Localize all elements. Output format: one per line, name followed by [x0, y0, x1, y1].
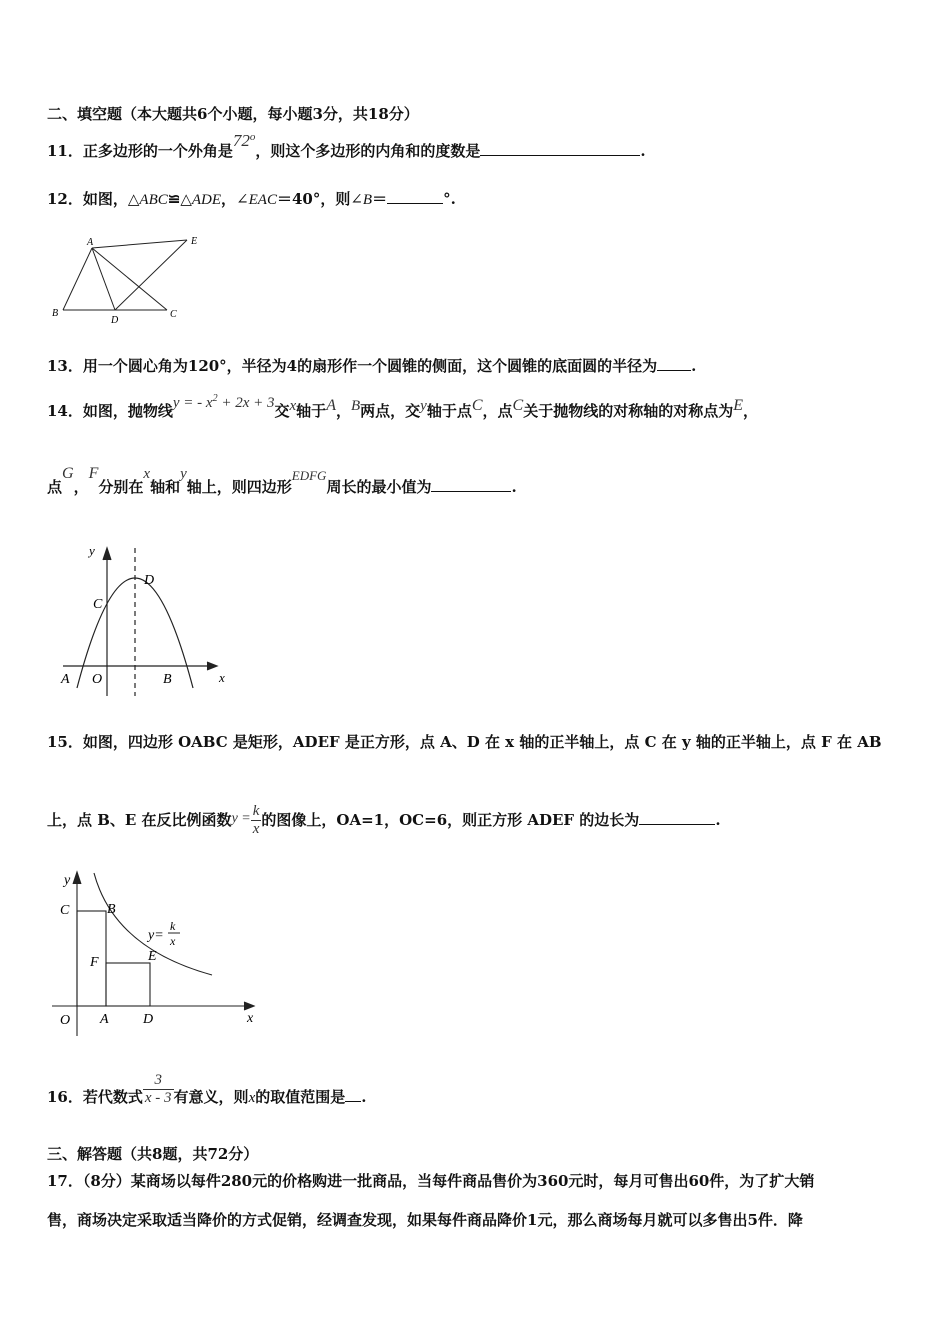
- q16-answer-blank[interactable]: [345, 1100, 361, 1102]
- fig15-label-y: y: [64, 873, 71, 888]
- fig14-label-o: O: [92, 672, 103, 687]
- fig14-label-a: A: [61, 672, 70, 687]
- q17-number: 17．: [47, 1172, 83, 1190]
- fig14-label-c: C: [93, 597, 103, 612]
- q12-angle-b: ∠B: [350, 192, 373, 208]
- section3-heading: 三、解答题（共8题，共72分）: [47, 1145, 259, 1163]
- q14-number: 14．: [47, 402, 83, 420]
- q11-end: .: [640, 142, 646, 160]
- figure-15-hyperbola: [52, 868, 267, 1040]
- fig14-label-y: y: [89, 543, 95, 558]
- q12-triangle-abc: △ABC: [127, 192, 168, 208]
- q11-answer-blank[interactable]: [480, 154, 640, 156]
- q11-degree: o: [249, 131, 256, 143]
- q16-fraction: $\frac{3}{x - 3}$: [144, 1072, 172, 1107]
- q15-number: 15．: [47, 733, 83, 751]
- fig15-square-adef: [106, 963, 150, 1006]
- q15-line1: 如图，四边形 OABC 是矩形，ADEF 是正方形，点 A、D 在 x 轴的正半轴上，点 C 在 y 轴的正半轴上，点 F 在 AB: [82, 733, 882, 751]
- fig15-label-e: E: [148, 949, 157, 964]
- question-17-line2: 售，商场决定采取适当降价的方式促销，经调查发现，如果每件商品降价1元，那么商场每月就可以多售出5件．降: [47, 1211, 803, 1229]
- fig12-label-e: E: [191, 236, 198, 247]
- fig15-label-a: A: [100, 1012, 109, 1027]
- question-11: [47, 131, 646, 161]
- fig15-curve-label: y=: [148, 928, 164, 943]
- question-13: [47, 355, 696, 376]
- fig15-curve-x: x: [170, 934, 176, 948]
- q12-number: 12．: [47, 190, 83, 208]
- fig12-segment-de: [115, 240, 187, 310]
- fig15-label-x: x: [247, 1011, 254, 1026]
- q12-end: °.: [443, 190, 456, 208]
- q14-pre: 如图，抛物线: [82, 402, 173, 420]
- q17-line1: （8分）某商场以每件280元的价格购进一批商品，当每件商品售价为360元时，每月可售出60件，为了扩大销: [82, 1172, 815, 1190]
- q11-post: ，则这个多边形的内角和的度数是: [255, 142, 481, 160]
- q11-pre: 正多边形的一个外角是: [82, 142, 233, 160]
- fig15-x-arrow: [244, 1002, 254, 1010]
- q12-eq2: ＝: [372, 190, 388, 208]
- fig12-segment-ae: [92, 240, 187, 248]
- q14-answer-blank[interactable]: [431, 490, 511, 492]
- question-15-line2: 上，点 B、E 在反比例函数y = $\frac{k}{x}$ 的图像上，OA=1，OC=6，则正方形 ADEF 的边长为 .: [47, 803, 721, 838]
- fig12-segment-ab: [63, 248, 92, 310]
- question-15: [47, 731, 882, 752]
- q12-congruent: ≌: [167, 190, 181, 208]
- q11-angle: 72: [232, 131, 250, 150]
- fig12-label-a: A: [87, 237, 94, 248]
- fig15-label-c: C: [60, 903, 70, 918]
- q13-end: .: [691, 357, 697, 375]
- question-12: [47, 188, 456, 209]
- question-17: [47, 1170, 814, 1191]
- fig12-label-d: D: [111, 315, 119, 326]
- q12-triangle-ade: △ADE: [180, 192, 222, 208]
- question-14: 14．如图，抛物线y = - $x^2 + 2x + 3$交x轴于A，B两点，交y轴于点C，点C关于抛物线的对称轴的对称点为E，: [47, 393, 759, 420]
- q12-answer-blank[interactable]: [387, 202, 443, 204]
- fig14-x-arrow: [207, 662, 217, 670]
- question-14-line2: 点G，F分别在x轴和y轴上，则四边形EDFG周长的最小值为 .: [47, 465, 517, 496]
- fig14-label-d: D: [144, 573, 155, 588]
- fig15-label-d: D: [143, 1012, 154, 1027]
- question-16: 16．若代数式 $\frac{3}{x - 3}$ 有意义，则x的取值范围是 .: [47, 1072, 367, 1107]
- q13-answer-blank[interactable]: [657, 369, 691, 371]
- fig15-label-f: F: [90, 955, 99, 970]
- fig14-label-x: x: [219, 670, 225, 685]
- q14-equation: y = - $x^2 + 2x + 3$: [172, 393, 275, 411]
- fig12-label-b: B: [52, 308, 59, 319]
- q13-number: 13．: [47, 357, 83, 375]
- fig14-label-b: B: [163, 672, 172, 687]
- fig15-label-o: O: [60, 1013, 71, 1028]
- q15-fraction: $\frac{k}{x}$: [252, 803, 260, 838]
- fig15-curve-k: k: [170, 919, 176, 933]
- fig15-label-b: B: [107, 902, 116, 917]
- fig12-label-c: C: [170, 309, 177, 320]
- section2-heading: 二、填空题（本大题共6个小题，每小题3分，共18分）: [47, 105, 419, 123]
- q16-number: 16．: [47, 1087, 83, 1106]
- q16-pre: 若代数式: [82, 1087, 143, 1106]
- q12-eq1: ＝40°，则: [276, 190, 351, 208]
- fig14-y-arrow: [103, 548, 111, 560]
- q12-pre: 如图，: [82, 190, 128, 208]
- q15-answer-blank[interactable]: [639, 823, 715, 825]
- figure-14-parabola: [55, 538, 245, 703]
- fig15-y-arrow: [73, 872, 81, 884]
- figure-12-triangles: [45, 230, 215, 330]
- q11-number: 11．: [47, 142, 83, 160]
- q13-text: 用一个圆心角为120°，半径为4的扇形作一个圆锥的侧面，这个圆锥的底面圆的半径为: [82, 357, 658, 375]
- q12-angle-eac: ∠EAC: [236, 192, 277, 208]
- q12-comma: ，: [221, 190, 237, 208]
